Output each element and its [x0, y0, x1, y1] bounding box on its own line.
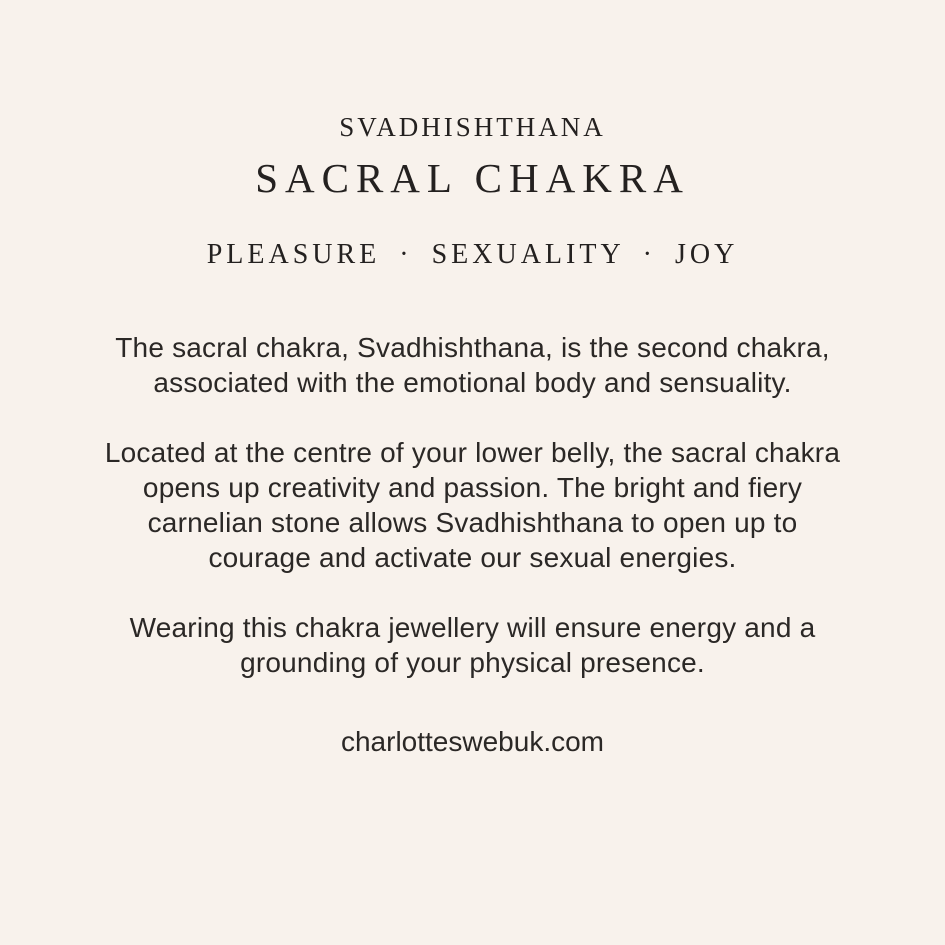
- website-url: charlotteswebuk.com: [340, 726, 604, 757]
- description-text: [103, 330, 843, 680]
- sanskrit-name-heading: SVADHISHTHANA: [339, 112, 606, 142]
- paragraph-location: Located at the centre of your lower belly, the sacral chakra opens up creativity and passion. The bright and fiery carnelian stone allows Svadhishthana to open up to courage and activate our sexual energies.: [104, 437, 841, 573]
- page-title: SACRAL CHAKRA: [255, 155, 690, 201]
- paragraph-jewellery: Wearing this chakra jewellery will ensure energy and a grounding of your physical presence.: [129, 612, 816, 678]
- paragraph-intro: The sacral chakra, Svadhishthana, is the second chakra, associated with the emotional body and sensuality.: [115, 332, 830, 398]
- keywords-line: PLEASURE · SEXUALITY · JOY: [206, 239, 739, 270]
